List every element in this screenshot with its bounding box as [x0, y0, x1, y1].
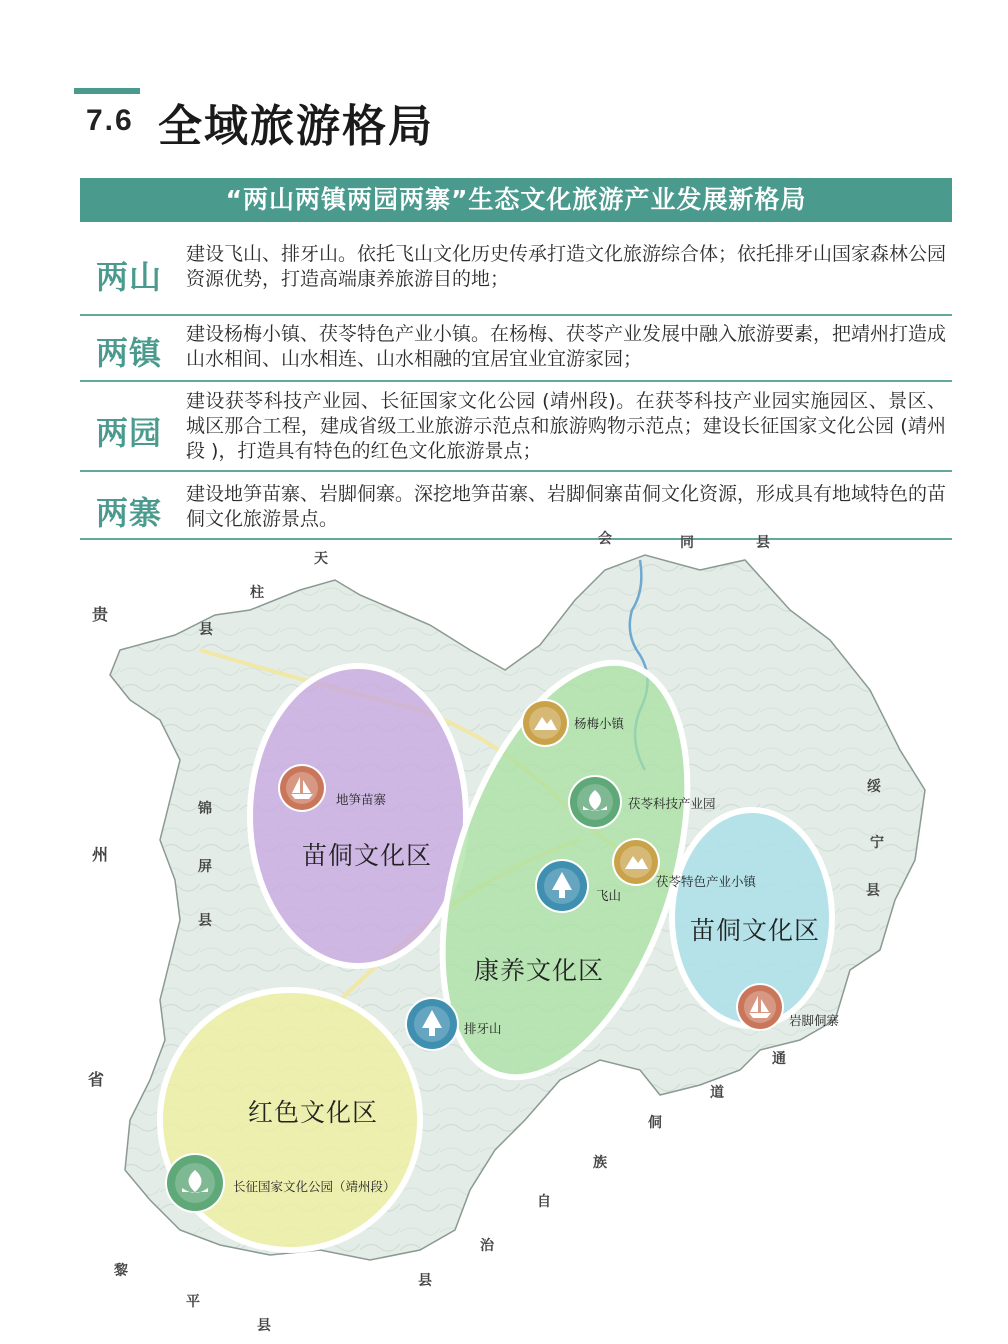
county-label-suining: 宁: [870, 835, 884, 851]
poi-label: 杨梅小镇: [574, 716, 625, 731]
row-description: 建设获苓科技产业园、长征国家文化公园 (靖州段)。在获苓科技产业园实施园区、景区、城区那合工程，建成省级工业旅游示范点和旅游购物示范点；建设长征国家文化公园 (靖州段 )，打造具有特色的红色文化旅游景点；: [186, 390, 946, 462]
poi-label: 排牙山: [464, 1021, 502, 1036]
county-label-tongdao: 通: [772, 1051, 786, 1067]
page-title: 全域旅游格局: [158, 101, 434, 152]
poi-label: 茯苓科技产业园: [628, 796, 716, 811]
mountain-icon: [521, 699, 569, 747]
row-description: 建设地笋苗寨、岩脚侗寨。深挖地笋苗寨、岩脚侗寨苗侗文化资源，形成具有地域特色的苗侗文化旅游景点。: [186, 483, 947, 530]
county-label-liping: 县: [257, 1318, 271, 1334]
county-label-tongdao: 族: [593, 1155, 607, 1171]
county-label-guizhou: 州: [92, 845, 109, 864]
ship-icon: [736, 983, 784, 1031]
poi-label: 飞山: [596, 888, 622, 903]
row-label: 两镇: [96, 334, 163, 372]
county-label-guizhou: 贵: [92, 605, 109, 624]
title-accent-bar: [74, 88, 140, 94]
tree-icon: [165, 1153, 225, 1213]
county-label-tianzhu: 柱: [250, 585, 264, 601]
county-label-jinping: 锦: [198, 801, 212, 817]
zone-label-miaodong-west: 苗侗文化区: [302, 841, 433, 870]
zone-label-red-culture: 红色文化区: [248, 1098, 379, 1127]
county-label-huitong: 县: [756, 535, 770, 551]
county-label-huitong: 同: [680, 535, 694, 551]
row-description: 建设飞山、排牙山。依托飞山文化历史传承打造文化旅游综合体；依托排牙山国家森林公园资源优势，打造高端康养旅游目的地；: [186, 243, 947, 290]
pine-icon: [405, 997, 459, 1051]
county-label-suining: 绥: [867, 779, 881, 795]
county-label-guizhou: 省: [88, 1070, 105, 1089]
county-label-tianzhu: 县: [199, 622, 213, 638]
ship-icon: [278, 764, 326, 812]
zone-miaodong-west: [250, 666, 466, 966]
zone-label-miaodong-east: 苗侗文化区: [690, 916, 821, 945]
table-row: [80, 472, 952, 540]
pine-icon: [535, 859, 589, 913]
county-label-tianzhu: 天: [314, 551, 328, 567]
poi-label: 茯苓特色产业小镇: [656, 874, 757, 889]
row-description: 建设杨梅小镇、茯苓特色产业小镇。在杨梅、茯苓产业发展中融入旅游要素，把靖州打造成山水相间、山水相连、山水相融的宜居宜业宜游家园；: [186, 323, 947, 370]
mountain-icon: [612, 838, 660, 886]
row-label: 两寨: [96, 494, 163, 532]
county-label-liping: 平: [186, 1294, 200, 1310]
table-row: [80, 382, 952, 472]
poi-label: 长征国家文化公园（靖州段）: [233, 1179, 396, 1194]
row-label: 两山: [96, 258, 163, 296]
tree-icon: [568, 775, 622, 829]
county-label-jinping: 县: [198, 913, 212, 929]
county-label-tongdao: 侗: [648, 1115, 662, 1131]
county-label-tongdao: 治: [480, 1238, 494, 1254]
map-graphic: [0, 540, 1008, 1344]
row-label: 两园: [96, 414, 163, 452]
table-row: [80, 230, 952, 316]
tourism-map: [0, 531, 1008, 1344]
county-label-tongdao: 道: [710, 1085, 724, 1101]
zone-label-kangyang: 康养文化区: [474, 956, 605, 985]
county-label-suining: 县: [866, 883, 880, 899]
section-number: 7.6: [86, 104, 134, 137]
county-label-tongdao: 县: [418, 1273, 432, 1289]
poi-label: 岩脚侗寨: [789, 1013, 840, 1028]
county-label-jinping: 屏: [198, 859, 212, 875]
poi-label: 地笋苗寨: [336, 792, 387, 807]
table-banner: “两山两镇两园两寨”生态文化旅游产业发展新格局: [80, 178, 952, 222]
county-label-tongdao: 自: [537, 1194, 551, 1210]
table-row: [80, 316, 952, 382]
county-label-liping: 黎: [114, 1263, 128, 1279]
county-label-huitong: 会: [598, 531, 612, 547]
section-title: [74, 82, 514, 152]
